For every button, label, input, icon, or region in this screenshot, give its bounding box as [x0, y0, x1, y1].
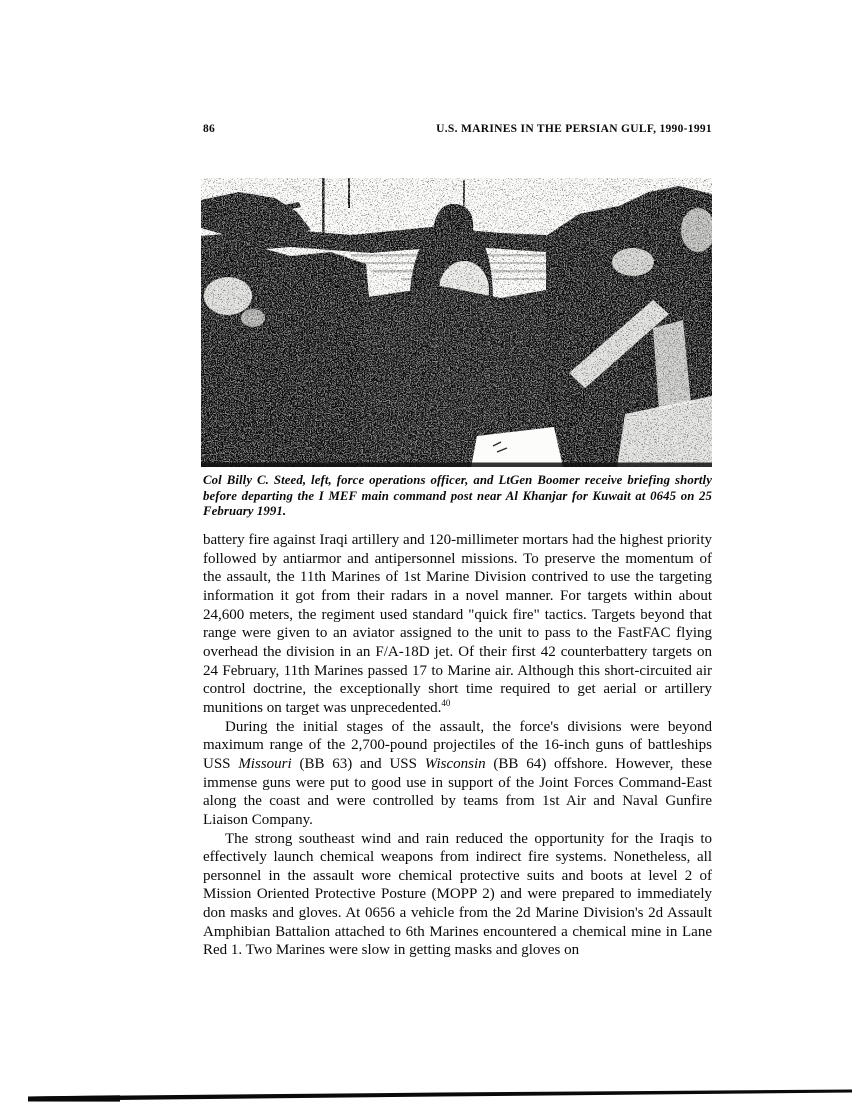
paragraph-2 [203, 718, 712, 830]
footnote-marker-40: 40 [441, 697, 451, 708]
page-number: 86 [203, 123, 216, 135]
ship-name-missouri: Missouri [238, 755, 292, 772]
running-header [203, 123, 712, 135]
paragraph-1-text: battery fire against Iraqi artillery and 120-millimeter mortars had the highest priority followed by antiarmor and antipersonnel missions. To preserve the momentum of the assault, the 11th Marines of 1st Marine Division contrived to use the targeting information it got from their radars in a novel manner. For targets within about 24,600 meters, the regiment used standard "quick fire" tactics. Targets beyond that range were given to an aviator assigned to the unit to pass to the FastFAC flying overhead the division in an F/A-18D jet. Of their first 42 counterbattery targets on 24 February, 11th Marines passed 17 to Marine air. Although this short-circuited air control doctrine, the exceptionally short time required to get aerial or artillery munitions on target was unprecedented. [203, 532, 712, 716]
page-bottom-scan-artifact-line [0, 1083, 864, 1107]
body-text [203, 531, 712, 960]
halftone-photo-graphic [201, 178, 712, 467]
marines-briefing-photo [201, 178, 712, 467]
photo-caption: Col Billy C. Steed, left, force operations officer, and LtGen Boomer receive briefing shortly before departing the I MEF main command post near Al Khanjar for Kuwait at 0645 on 25 February 1991. [203, 473, 712, 519]
ship-name-wisconsin: Wisconsin [424, 755, 486, 772]
paragraph-2-seg3: (BB 64) offshore. However, these immense guns were put to good use in support of the Joint Forces Command-East along the coast and were controlled by teams from 1st Air and Naval Gunfire Liaison Company. [203, 755, 712, 828]
running-title: U.S. MARINES IN THE PERSIAN GULF, 1990-1991 [436, 123, 712, 135]
paragraph-3: The strong southeast wind and rain reduced the opportunity for the Iraqis to effectively launch chemical weapons from indirect fire systems. Nonetheless, all personnel in the assault wore chemical protective suits and boots at level 2 of Mission Oriented Protective Posture (MOPP 2) and were prepared to immediately don masks and gloves. At 0656 a vehicle from the 2d Marine Division's 2d Assault Amphibian Battalion attached to 6th Marines encountered a chemical mine in Lane Red 1. Two Marines were slow in getting masks and gloves on [203, 830, 712, 959]
paragraph-2-seg1: During the initial stages of the assault, the force's divisions were beyond maximum range of the 2,700-pound projectiles of the 16-inch guns of battleships USS [203, 718, 712, 772]
paragraph-2-seg2: (BB 63) and USS [291, 755, 425, 772]
paragraph-1 [203, 531, 712, 718]
